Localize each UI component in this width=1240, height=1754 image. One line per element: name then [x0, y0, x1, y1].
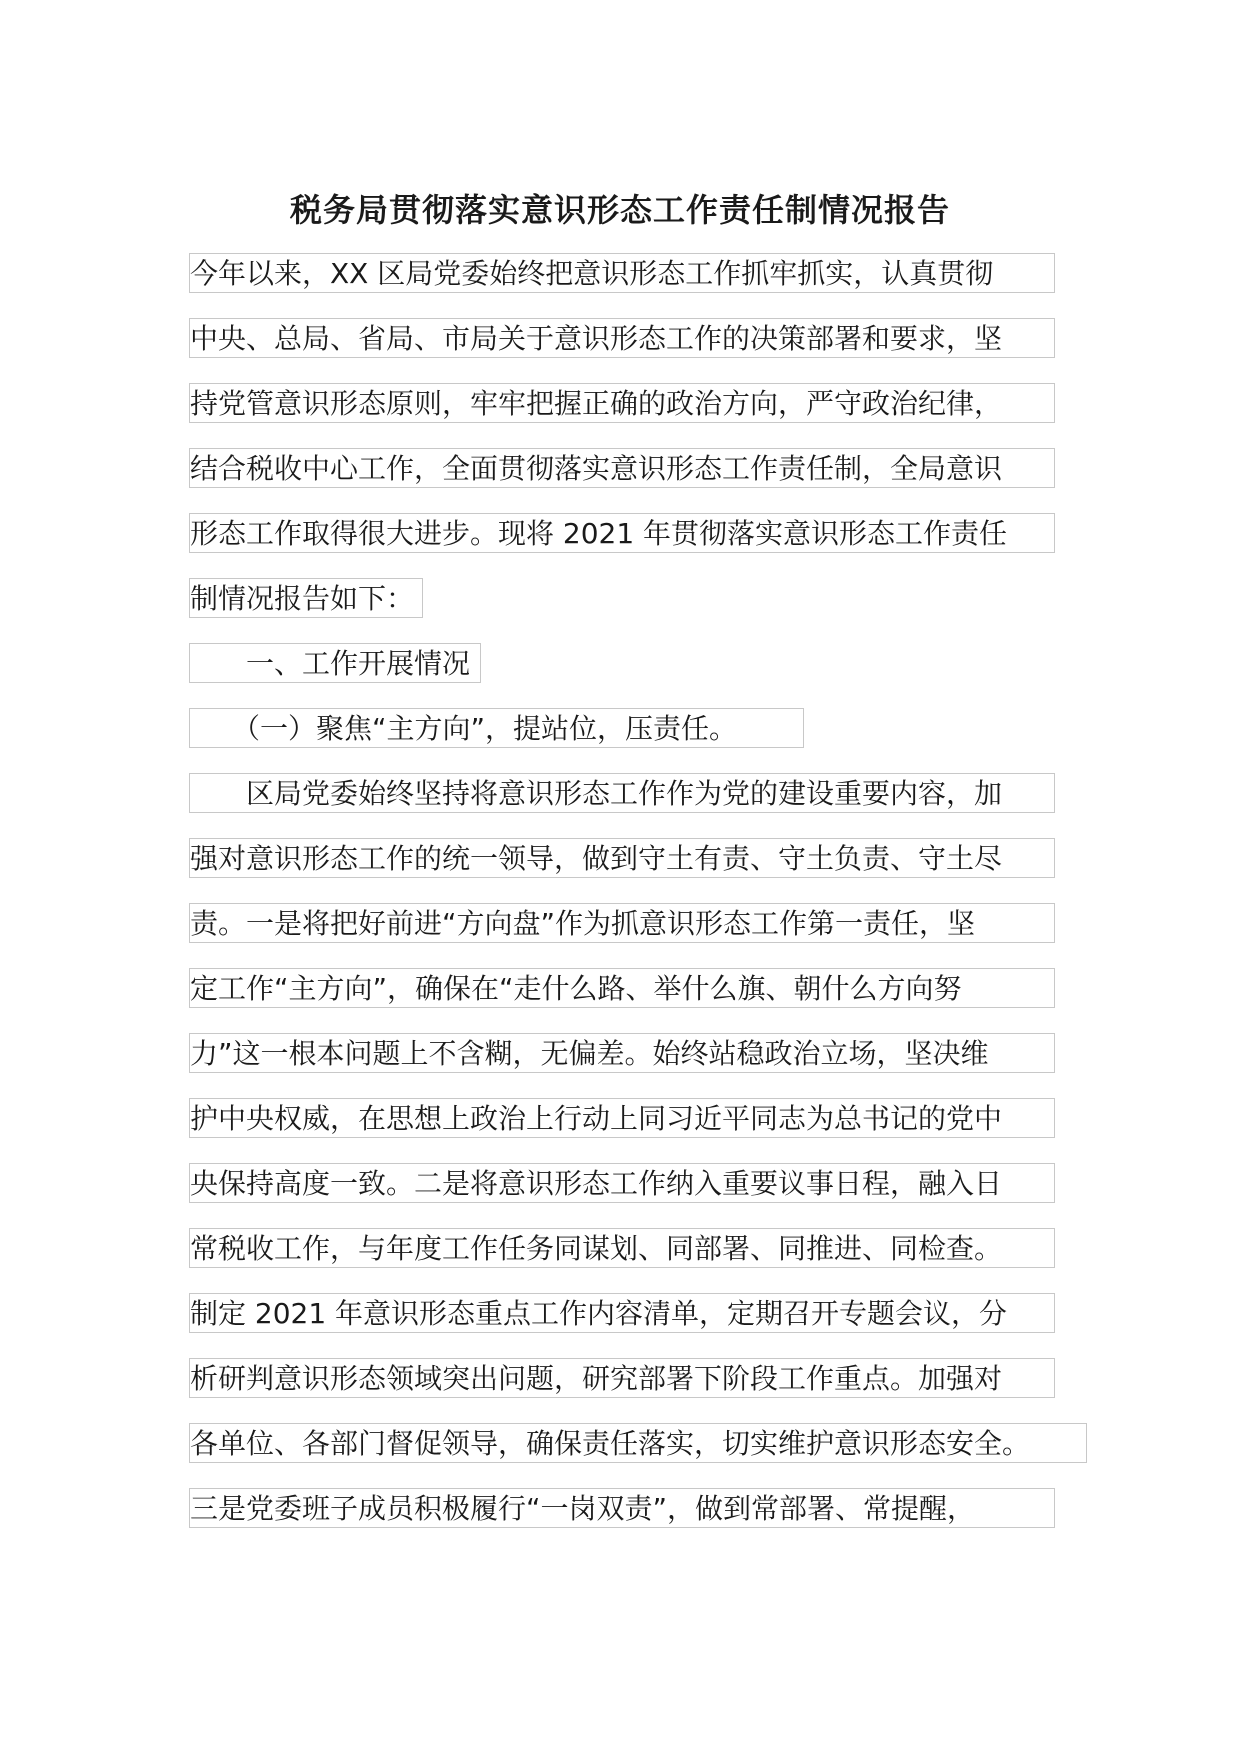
text-line: 责。一是将把好前进“方向盘”作为抓意识形态工作第一责任，坚: [189, 903, 1055, 943]
text-line: 各单位、各部门督促领导，确保责任落实，切实维护意识形态安全。: [189, 1423, 1087, 1463]
text-line: 制定 2021 年意识形态重点工作内容清单，定期召开专题会议，分: [189, 1293, 1055, 1333]
text-line: 形态工作取得很大进步。现将 2021 年贯彻落实意识形态工作责任: [189, 513, 1055, 553]
text-line: 制情况报告如下：: [189, 578, 423, 618]
document-title: 税务局贯彻落实意识形态工作责任制情况报告: [289, 191, 950, 229]
text-line: 析研判意识形态领域突出问题，研究部署下阶段工作重点。加强对: [189, 1358, 1055, 1398]
text-line: 央保持高度一致。二是将意识形态工作纳入重要议事日程，融入日: [189, 1163, 1055, 1203]
text-line: 定工作“主方向”，确保在“走什么路、举什么旗、朝什么方向努: [189, 968, 1055, 1008]
text-line: 三是党委班子成员积极履行“一岗双责”，做到常部署、常提醒，: [189, 1488, 1055, 1528]
text-line: 常税收工作，与年度工作任务同谋划、同部署、同推进、同检查。: [189, 1228, 1055, 1268]
text-line: 结合税收中心工作，全面贯彻落实意识形态工作责任制，全局意识: [189, 448, 1055, 488]
text-line: 今年以来，XX 区局党委始终把意识形态工作抓牢抓实，认真贯彻: [189, 253, 1055, 293]
text-line: 区局党委始终坚持将意识形态工作作为党的建设重要内容，加: [189, 773, 1055, 813]
text-line: 中央、总局、省局、市局关于意识形态工作的决策部署和要求，坚: [189, 318, 1055, 358]
text-line: 持党管意识形态原则，牢牢把握正确的政治方向，严守政治纪律，: [189, 383, 1055, 423]
subsection-heading: （一）聚焦“主方向”，提站位，压责任。: [189, 708, 804, 748]
section-heading: 一、工作开展情况: [189, 643, 481, 683]
text-line: 力”这一根本问题上不含糊，无偏差。始终站稳政治立场，坚决维: [189, 1033, 1055, 1073]
text-line: 强对意识形态工作的统一领导，做到守土有责、守土负责、守土尽: [189, 838, 1055, 878]
text-line: 护中央权威，在思想上政治上行动上同习近平同志为总书记的党中: [189, 1098, 1055, 1138]
